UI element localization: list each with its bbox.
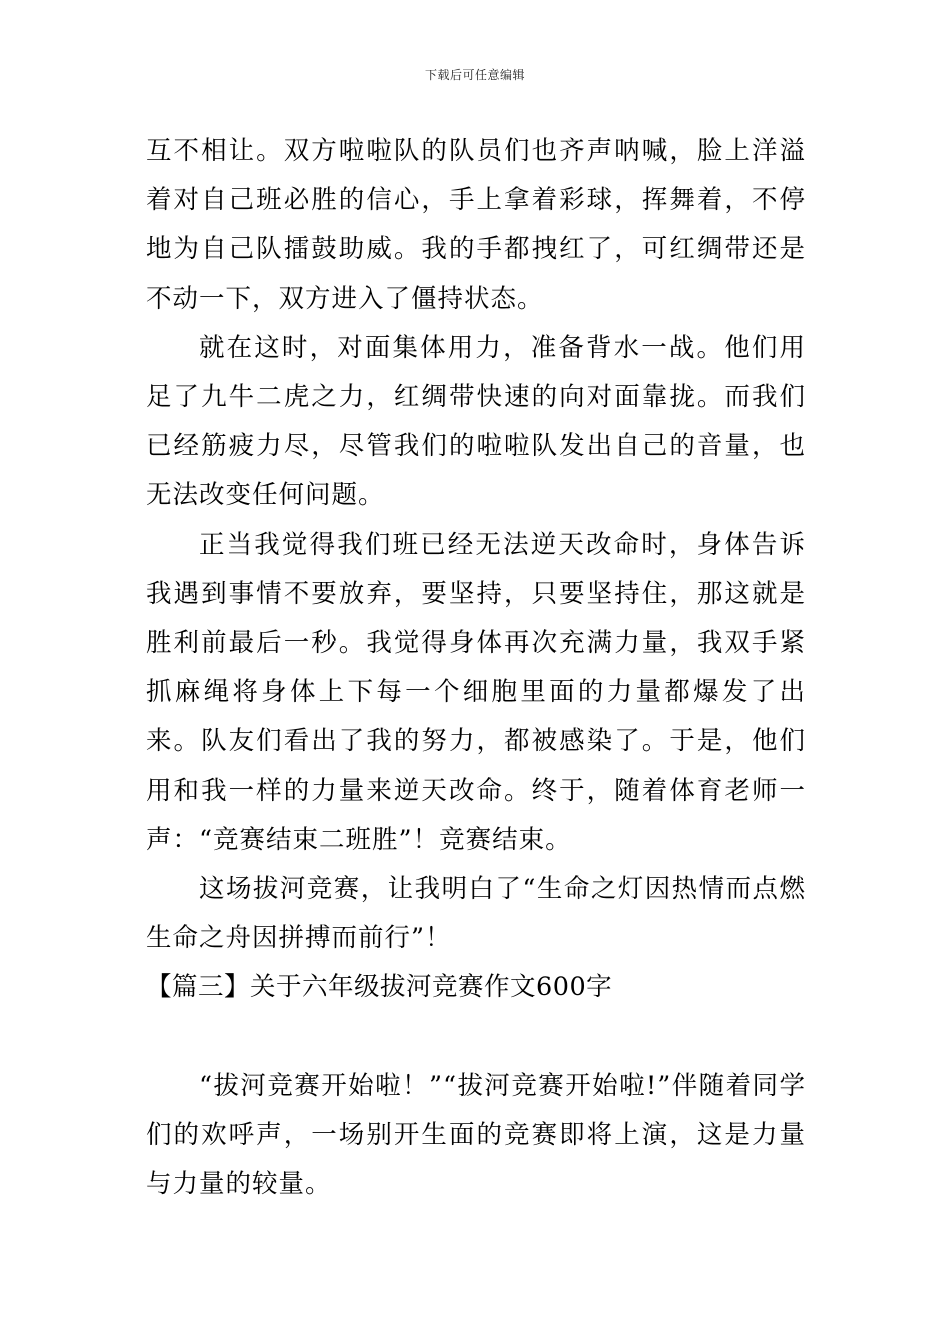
paragraph: 就在这时，对面集体用力，准备背水一战。他们用足了九牛二虎之力，红绸带快速的向对面靠拢。而我们已经筋疲力尽，尽管我们的啦啦队发出自己的音量，也无法改变任何问题。 — [146, 332, 806, 511]
paragraph-continuation: 互不相让。双方啦啦队的队员们也齐声呐喊，脸上洋溢着对自己班必胜的信心，手上拿着彩球，挥舞着，不停地为自己队擂鼓助威。我的手都拽红了，可红绸带还是不动一下，双方进入了僵持状态。 — [146, 136, 806, 314]
paragraph: “拔河竞赛开始啦！”“拔河竞赛开始啦!”伴随着同学们的欢呼声，一场别开生面的竞赛即将上演，这是力量与力量的较量。 — [146, 1070, 806, 1200]
section-heading: 【篇三】关于六年级拔河竞赛作文600字 — [146, 972, 613, 1003]
blank-line — [146, 1013, 806, 1062]
page-header-note: 下载后可任意编辑 — [424, 68, 525, 82]
paragraph: 正当我觉得我们班已经无法逆天改命时，身体告诉我遇到事情不要放弃，要坚持，只要坚持住，那这就是胜利前最后一秒。我觉得身体再次充满力量，我双手紧抓麻绳将身体上下每一个细胞里面的力量都爆发了出来。队友们看出了我的努力，都被感染了。于是，他们用和我一样的力量来逆天改命。终于，随着体育老师一声：“竞赛结束二班胜”！竞赛结束。 — [146, 529, 806, 855]
paragraph: 这场拔河竞赛，让我明白了“生命之灯因热情而点燃生命之舟因拼搏而前行”！ — [146, 874, 806, 954]
document-body — [146, 127, 806, 1209]
